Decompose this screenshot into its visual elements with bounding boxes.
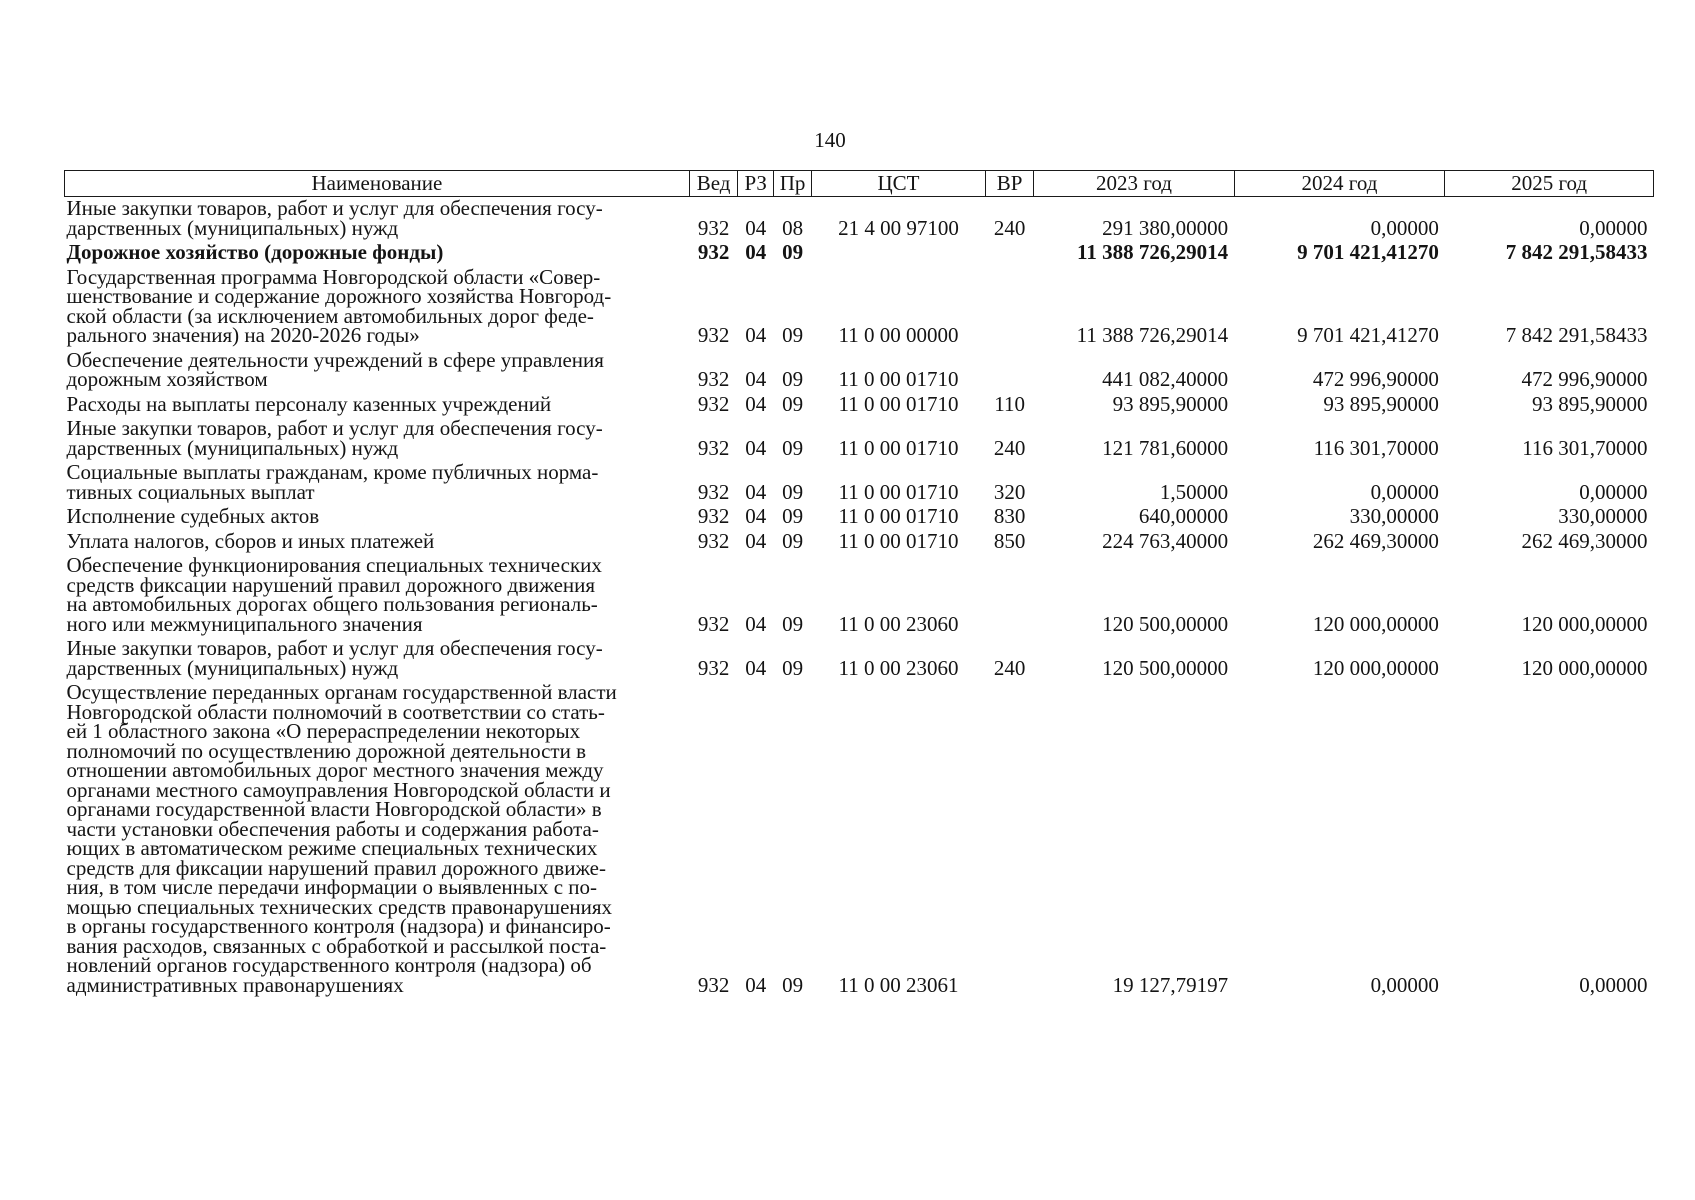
cell-cst: 11 0 00 01710 [838,435,959,460]
table-row [65,530,1654,555]
cell-amount-2023: 640,00000 [1138,504,1229,528]
cell-amount-2025: 93 895,90000 [1532,391,1648,416]
cell-vr: 830 [993,504,1026,528]
cell-name [65,241,690,266]
cell-amount-2023: 120 500,00000 [1102,655,1229,680]
cell-pr: 09 [782,391,804,416]
cell-name-line: тивных социальных выплат [66,479,315,504]
cell-name-line: в органы государственного контроля (надзора) и финансиро- [66,914,611,938]
cell-amount-2025: 0,00000 [1579,479,1648,504]
cell-rz: 04 [745,215,767,240]
cell-name-line: Обеспечение функционирования специальных технических [66,553,602,577]
table-row [65,349,1654,393]
cell-amount-2023: 291 380,00000 [1102,215,1229,240]
cell-cst: 11 0 00 01710 [838,504,959,528]
table-row [65,505,1654,530]
cell-pr: 09 [782,611,804,636]
table-row [65,197,1654,242]
cell-name-line: ния, в том числе передачи информации о выявленных с по- [66,875,598,899]
table-row [65,393,1654,418]
cell-ved: 932 [697,367,730,391]
cell-name-line: ющих в автоматическом режиме специальных технических [66,836,598,860]
table-row [65,417,1654,461]
cell-cst: 11 0 00 01710 [838,528,959,553]
cell-amount-2023: 11 388 726,29014 [1076,240,1229,264]
cell-amount-2024: 9 701 421,41270 [1297,240,1439,264]
table-row [65,266,1654,349]
cell-vr: 240 [993,215,1026,240]
cell-pr: 09 [782,655,804,680]
cell-name-line: Государственная программа Новгородской области «Совер- [66,264,601,289]
cell-amount-2024: 0,00000 [1370,479,1439,504]
cell-name-line: вания расходов, связанных с обработкой и рассылкой поста- [66,933,607,958]
cell-name-line: Уплата налогов, сборов и иных платежей [66,528,435,553]
cell-name-line: административных правонарушениях [66,972,404,997]
header-name: Наименование [65,171,690,197]
cell-amount-2024: 472 996,90000 [1312,367,1439,391]
table-row [65,241,1654,266]
cell-cst: 11 0 00 23061 [838,972,959,997]
cell-ved: 932 [697,655,730,680]
table-row [65,681,1654,998]
cell-name [65,461,690,505]
cell-name-line: Расходы на выплаты персоналу казенных учреждений [66,391,552,416]
cell-cst: 11 0 00 00000 [838,323,959,347]
cell-name-line: средств фиксации нарушений правил дорожного движения [66,572,596,597]
cell-amount-2023: 120 500,00000 [1102,611,1229,636]
cell-rz: 04 [745,655,767,680]
cell-ved: 932 [697,504,730,528]
cell-name-line: дарственных (муниципальных) нужд [66,655,399,680]
cell-name [65,505,690,530]
cell-amount-2025: 330,00000 [1558,504,1648,528]
cell-vr: 320 [993,479,1026,504]
header-pr: Пр [774,171,812,197]
cell-cst: 11 0 00 23060 [838,611,959,636]
cell-pr: 09 [782,323,804,347]
cell-cst: 11 0 00 23060 [838,655,959,680]
cell-vr [985,681,1033,998]
budget-table [64,170,1654,998]
cell-rz: 04 [745,504,767,528]
cell-name-line: органами государственной власти Новгородской области» в [66,797,602,821]
cell-rz: 04 [745,367,767,391]
cell-amount-2023: 441 082,40000 [1102,367,1229,391]
cell-cst [812,241,986,266]
cell-ved: 932 [697,972,730,997]
cell-vr [985,554,1033,637]
table-body [65,197,1654,999]
cell-name [65,349,690,393]
cell-name-line: ного или межмуниципального значения [66,611,423,636]
cell-pr: 09 [782,240,804,264]
cell-cst: 11 0 00 01710 [838,367,959,391]
cell-name-line: Осуществление переданных органам государственной власти [66,680,617,704]
cell-rz: 04 [745,611,767,636]
cell-name-line: дарственных (муниципальных) нужд [66,215,399,240]
cell-name-line: Иные закупки товаров, работ и услуг для обеспечения госу- [66,416,603,440]
cell-pr: 09 [782,528,804,553]
cell-amount-2025: 120 000,00000 [1521,611,1648,636]
cell-name-line: Иные закупки товаров, работ и услуг для обеспечения госу- [66,636,603,660]
cell-amount-2025: 7 842 291,58433 [1505,323,1648,347]
cell-cst: 11 0 00 01710 [838,479,959,504]
table-header-row [65,171,1654,197]
cell-name-line: полномочий по осуществлению дорожной деятельности в [66,738,587,763]
cell-amount-2024: 9 701 421,41270 [1297,323,1439,347]
cell-ved: 932 [697,240,730,264]
header-ved: Вед [689,171,737,197]
cell-vr [985,266,1033,349]
cell-amount-2023: 11 388 726,29014 [1076,323,1229,347]
cell-name-line: на автомобильных дорогах общего пользования региональ- [66,592,598,616]
cell-pr: 09 [782,504,804,528]
cell-name-line: Новгородской области полномочий в соответствии со стать- [66,699,605,724]
cell-name-line: рального значения) на 2020-2026 годы» [66,323,420,347]
cell-name [65,197,690,242]
table-row [65,554,1654,637]
cell-amount-2025: 0,00000 [1579,215,1648,240]
cell-pr: 09 [782,435,804,460]
cell-amount-2025: 7 842 291,58433 [1505,240,1648,264]
cell-name-line: Дорожное хозяйство (дорожные фонды) [66,240,444,264]
cell-vr: 240 [993,435,1026,460]
cell-vr [985,241,1033,266]
header-year-2025: 2025 год [1445,171,1654,197]
cell-amount-2023: 224 763,40000 [1102,528,1229,553]
cell-name-line: дорожным хозяйством [66,367,268,391]
cell-name-line: мощью специальных технических средств правонарушениях [66,894,613,919]
cell-rz: 04 [745,391,767,416]
cell-name [65,393,690,418]
cell-name-line: средств для фиксации нарушений правил дорожного движе- [66,855,606,880]
cell-amount-2024: 116 301,70000 [1313,435,1439,460]
cell-name [65,554,690,637]
cell-name-line: Иные закупки товаров, работ и услуг для обеспечения госу- [66,196,603,220]
table-row [65,461,1654,505]
cell-name-line: Исполнение судебных актов [66,504,320,528]
cell-amount-2025: 120 000,00000 [1521,655,1648,680]
cell-ved: 932 [697,215,730,240]
page-number: 140 [814,128,846,152]
cell-ved: 932 [697,479,730,504]
cell-amount-2024: 0,00000 [1370,215,1439,240]
cell-amount-2024: 120 000,00000 [1312,611,1439,636]
cell-amount-2023: 1,50000 [1159,479,1229,504]
header-year-2023: 2023 год [1034,171,1234,197]
cell-amount-2024: 0,00000 [1370,972,1439,997]
cell-rz: 04 [745,479,767,504]
cell-amount-2024: 93 895,90000 [1323,391,1439,416]
cell-amount-2024: 120 000,00000 [1312,655,1439,680]
header-rz: РЗ [738,171,774,197]
cell-pr: 09 [782,479,804,504]
cell-name [65,637,690,681]
cell-ved: 932 [697,528,730,553]
cell-name-line: новлений органов государственного контроля (надзора) об [66,953,592,977]
cell-cst: 21 4 00 97100 [838,215,959,240]
cell-amount-2025: 262 469,30000 [1521,528,1648,553]
cell-name-line: дарственных (муниципальных) нужд [66,435,399,460]
cell-pr: 09 [782,972,804,997]
cell-name-line: органами местного самоуправления Новгородской области и [66,777,611,802]
cell-rz: 04 [745,435,767,460]
cell-name [65,530,690,555]
cell-name-line: отношении автомобильных дорог местного значения между [66,758,604,782]
cell-pr: 08 [782,215,804,240]
cell-name-line: Социальные выплаты гражданам, кроме публичных норма- [66,460,599,484]
cell-amount-2024: 262 469,30000 [1312,528,1439,553]
cell-rz: 04 [745,528,767,553]
cell-vr [985,349,1033,393]
cell-rz: 04 [745,972,767,997]
cell-rz: 04 [745,323,767,347]
cell-name [65,417,690,461]
table-row [65,637,1654,681]
cell-ved: 932 [697,323,730,347]
cell-ved: 932 [697,611,730,636]
header-vr: ВР [985,171,1033,197]
cell-vr: 850 [993,528,1026,553]
cell-amount-2023: 19 127,79197 [1112,972,1229,997]
cell-amount-2024: 330,00000 [1349,504,1439,528]
cell-amount-2025: 0,00000 [1579,972,1648,997]
header-cst: ЦСТ [812,171,986,197]
cell-amount-2025: 116 301,70000 [1522,435,1648,460]
cell-ved: 932 [697,391,730,416]
cell-name-line: ей 1 областного закона «О перераспределении некоторых [66,719,581,743]
cell-name-line: Обеспечение деятельности учреждений в сфере управления [66,347,604,372]
cell-name-line: части установки обеспечения работы и содержания работа- [66,816,599,841]
cell-ved: 932 [697,435,730,460]
cell-vr: 110 [994,391,1025,416]
cell-name [65,681,690,998]
cell-vr: 240 [993,655,1026,680]
cell-amount-2025: 472 996,90000 [1521,367,1648,391]
cell-name [65,266,690,349]
cell-name-line: ской области (за исключением автомобильных дорог феде- [66,303,594,328]
header-year-2024: 2024 год [1234,171,1445,197]
cell-amount-2023: 93 895,90000 [1112,391,1229,416]
cell-rz: 04 [745,240,767,264]
cell-pr: 09 [782,367,804,391]
cell-amount-2023: 121 781,60000 [1102,435,1229,460]
cell-cst: 11 0 00 01710 [838,391,959,416]
cell-name-line: шенствование и содержание дорожного хозяйства Новгород- [66,284,612,308]
